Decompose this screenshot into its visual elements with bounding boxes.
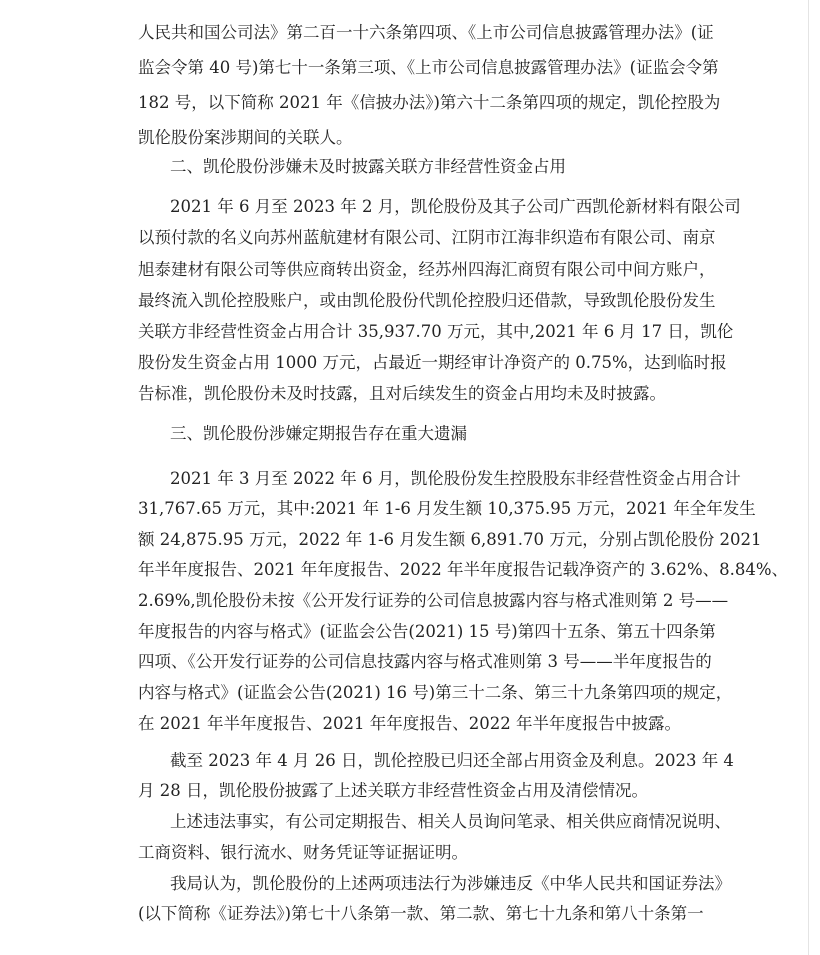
paragraph-line: 关联方非经营性资金占用合计 35,937.70 万元，其中,2021 年 6 月 17 日，凯伦 [138,322,734,341]
paragraph-line: 2.69%,凯伦股份未按《公开发行证券的公司信息披露内容与格式准则第 2 号—— [138,591,729,610]
paragraph-line: 月 28 日，凯伦股份披露了上述关联方非经营性资金占用及清偿情况。 [138,781,648,800]
paragraph-line: 年度报告的内容与格式》(证监会公告(2021) 15 号)第四十五条、第五十四条第 [138,622,716,641]
paragraph-line: 2021 年 3 月至 2022 年 6 月，凯伦股份发生控股股东非经营性资金占用合计 [170,469,741,488]
paragraph-line: 年半年度报告、2021 年年度报告、2022 年半年度报告记载净资产的 3.62%、8.84%、 [138,560,789,579]
paragraph-line: 182 号，以下简称 2021 年《信披办法》)第六十二条第四项的规定，凯伦控股为 [138,93,721,112]
paragraph-line: 凯伦股份案涉期间的关联人。 [138,128,353,147]
paragraph-line: 监会令第 40 号)第七十一条第三项、《上市公司信息披露管理办法》(证监会令第 [138,58,719,77]
paragraph-line: 内容与格式》(证监会公告(2021) 16 号)第三十二条、第三十九条第四项的规定， [138,683,733,702]
paragraph-line: 以预付款的名义向苏州蓝航建材有限公司、江阴市江海非织造布有限公司、南京 [138,228,716,247]
section-heading: 二、凯伦股份涉嫌未及时披露关联方非经营性资金占用 [170,157,566,176]
paragraph-line: 最终流入凯伦控股账户，或由凯伦股份代凯伦控股归还借款，导致凯伦股份发生 [138,291,716,310]
paragraph-line: 工商资料、银行流水、财务凭证等证据证明。 [138,843,468,862]
paragraph-line: 上述违法事实，有公司定期报告、相关人员询问笔录、相关供应商情况说明、 [170,812,731,831]
paragraph-line: 四项、《公开发行证券的公司信息技露内容与格式准则第 3 号——半年度报告的 [138,652,712,671]
section-heading: 三、凯伦股份涉嫌定期报告存在重大遗漏 [170,424,467,443]
paragraph-line: 股份发生资金占用 1000 万元，占最近一期经审计净资产的 0.75%，达到临时报 [138,353,727,372]
paragraph-line: 额 24,875.95 万元，2022 年 1-6 月发生额 6,891.70 万元，分别占凯伦股份 2021 [138,530,762,549]
paragraph-line: 在 2021 年半年度报告、2021 年年度报告、2022 年半年度报告中披露。 [138,714,681,733]
paragraph-line: 2021 年 6 月至 2023 年 2 月，凯伦股份及其子公司广西凯伦新材料有限公司 [170,197,741,216]
paragraph-line: 人民共和国公司法》第二百一十六条第四项、《上市公司信息披露管理办法》(证 [138,23,714,42]
paragraph-line: (以下简称《证券法》)第七十八条第一款、第二款、第七十九条和第八十条第一 [138,904,704,923]
paragraph-line: 告标准，凯伦股份未及时技露，且对后续发生的资金占用均未及时披露。 [138,384,666,403]
paragraph-line: 31,767.65 万元，其中:2021 年 1-6 月发生额 10,375.95 万元，2021 年全年发生 [138,499,756,518]
paragraph-line: 截至 2023 年 4 月 26 日，凯伦控股已归还全部占用资金及利息。2023 年 4 [170,751,734,770]
paragraph-line: 我局认为，凯伦股份的上述两项违法行为涉嫌违反《中华人民共和国证券法》 [170,874,731,893]
paragraph-line: 旭泰建材有限公司等供应商转出资金，经苏州四海汇商贸有限公司中间方账户， [138,260,716,279]
